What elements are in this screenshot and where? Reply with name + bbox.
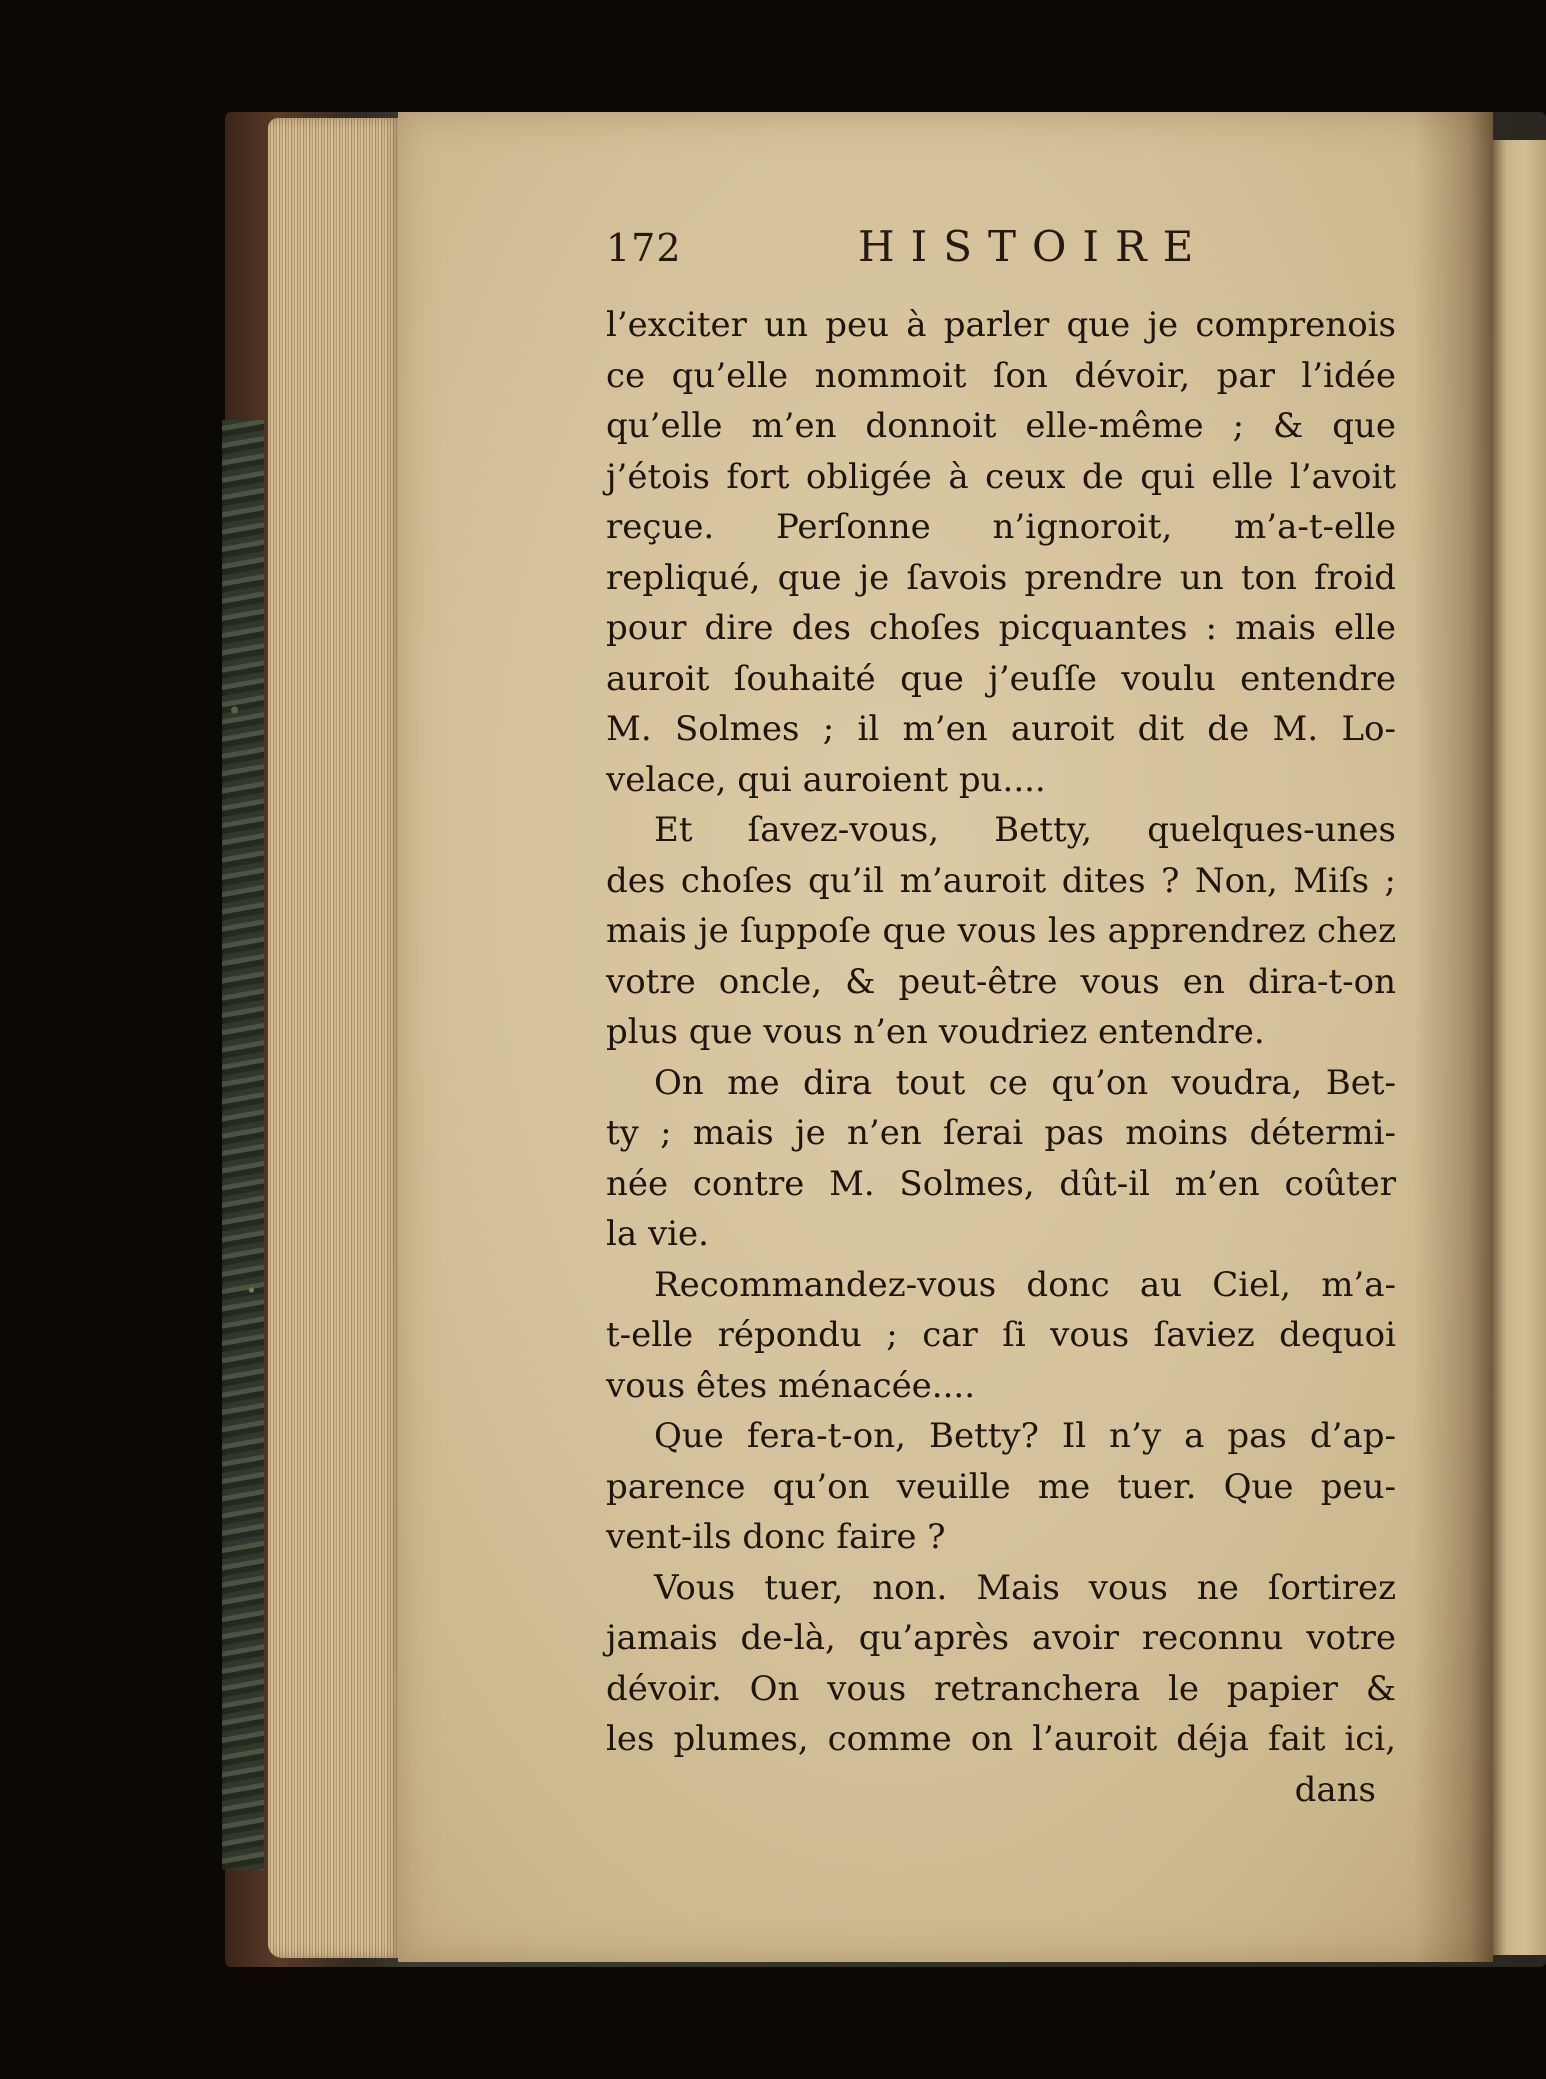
- text-line: née contre M. Solmes, dût-il m’en coûter: [606, 1163, 1396, 1204]
- text-line: qu’elle m’en donnoit elle-même ; & que: [606, 406, 1396, 446]
- page-number: 172: [606, 226, 682, 270]
- text-line: dévoir. On vous retranchera le papier &: [606, 1668, 1396, 1709]
- text-line: j’étois fort obligée à ceux de qui elle l’avoit: [606, 456, 1396, 497]
- text-line: On me dira tout ce qu’on voudra, Bet-: [654, 1062, 1396, 1103]
- text-line: les plumes, comme on l’auroit déja fait ici,: [606, 1719, 1396, 1759]
- text-line: votre oncle, & peut-être vous en dira-t-on: [606, 961, 1396, 1002]
- text-line: velace, qui auroient pu....: [606, 759, 1046, 800]
- text-line: l’exciter un peu à parler que je comprenois: [606, 305, 1396, 345]
- text-line: parence qu’on veuille me tuer. Que peu-: [606, 1466, 1396, 1507]
- text-line: repliqué, que je ſavois prendre un ton froid: [606, 557, 1396, 598]
- text-line: vous êtes ménacée....: [606, 1365, 976, 1406]
- running-title: HISTOIRE: [858, 222, 1210, 271]
- text-line: ce qu’elle nommoit ſon dévoir, par l’idée: [606, 355, 1396, 396]
- text-line: jamais de-là, qu’après avoir reconnu votre: [606, 1618, 1396, 1658]
- page-fore-edge: [268, 118, 403, 1958]
- text-line: Et ſavez-vous, Betty, quelques-unes: [654, 810, 1396, 850]
- text-line: t-elle répondu ; car ſi vous ſaviez dequoi: [606, 1315, 1396, 1355]
- text-line: vent-ils donc faire ?: [606, 1517, 946, 1557]
- text-line: mais je ſuppoſe que vous les apprendrez chez: [606, 911, 1396, 951]
- text-line: pour dire des choſes picquantes : mais elle: [606, 608, 1396, 648]
- catchword: dans: [1294, 1769, 1376, 1810]
- text-line: auroit ſouhaité que j’euſſe voulu entendre: [606, 658, 1396, 699]
- text-line: M. Solmes ; il m’en auroit dit de M. Lo-: [606, 709, 1396, 749]
- running-head: [0, 222, 1546, 282]
- text-line: plus que vous n’en voudriez entendre.: [606, 1012, 1265, 1052]
- body-text: [606, 300, 1396, 1815]
- facing-page-edge: [1493, 140, 1546, 1955]
- text-line: reçue. Perſonne n’ignoroit, m’a-t-elle: [606, 507, 1396, 547]
- text-line: ty ; mais je n’en ſerai pas moins détermi-: [606, 1113, 1396, 1153]
- text-line: Que fera-t-on, Betty? Il n’y a pas d’ap-: [654, 1416, 1396, 1456]
- text-line: Recommandez-vous donc au Ciel, m’a-: [654, 1264, 1396, 1305]
- marbled-cover-edge: [222, 420, 264, 1870]
- text-line: des choſes qu’il m’auroit dites ? Non, Miſs ;: [606, 860, 1396, 901]
- text-line: Vous tuer, non. Mais vous ne ſortirez: [654, 1567, 1396, 1608]
- text-line: la vie.: [606, 1214, 709, 1254]
